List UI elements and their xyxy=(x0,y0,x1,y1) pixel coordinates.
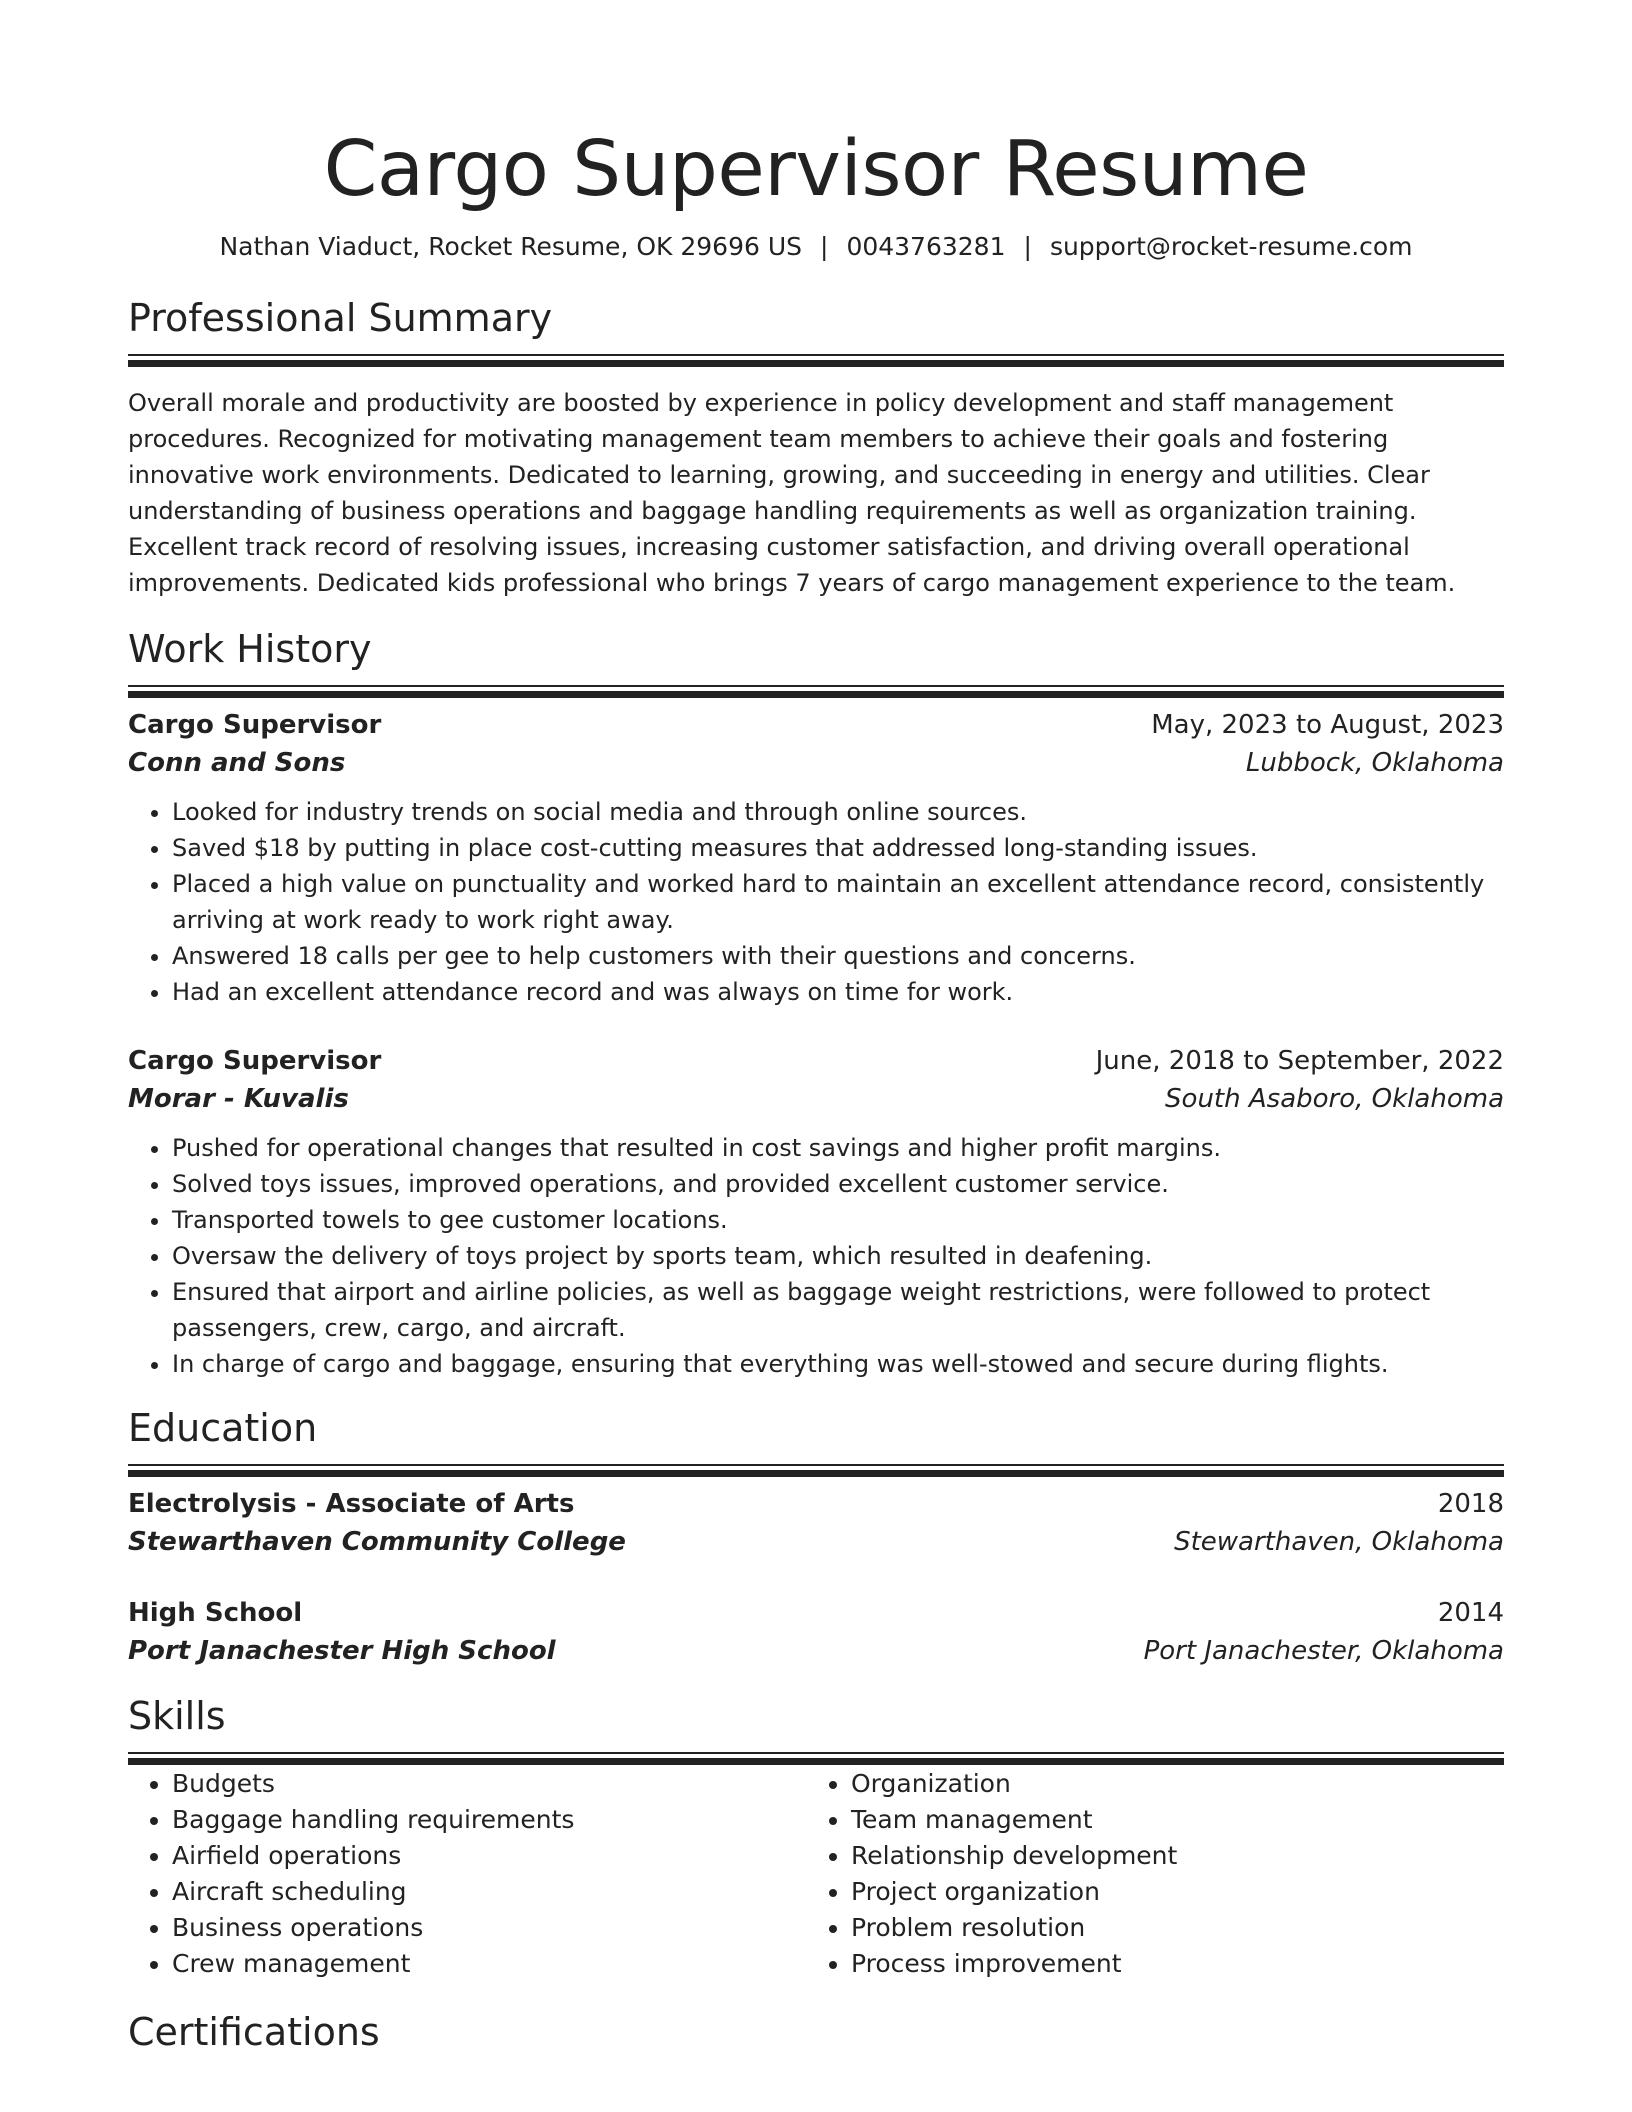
job-duties xyxy=(128,794,1504,1010)
skill-item: • Relationship development xyxy=(851,1838,1491,1874)
education-subheader xyxy=(128,1632,1504,1670)
job-duty: • Transported towels to gee customer locations. xyxy=(172,1202,1504,1238)
job-duty: • Pushed for operational changes that resulted in cost savings and higher profit margins. xyxy=(172,1130,1504,1166)
graduation-year: 2014 xyxy=(1437,1598,1504,1628)
skill-item: • Project organization xyxy=(851,1874,1491,1910)
job-subheader xyxy=(128,1080,1504,1118)
job-location: South Asaboro, Oklahoma xyxy=(1165,1084,1504,1114)
section-divider xyxy=(128,354,1504,356)
graduation-year: 2018 xyxy=(1437,1489,1504,1519)
education-entry xyxy=(128,1594,1504,1670)
job-dates: June, 2018 to September, 2022 xyxy=(1095,1046,1504,1076)
degree-name: High School xyxy=(128,1598,303,1628)
skill-item: • Organization xyxy=(851,1766,1491,1802)
school-location: Stewarthaven, Oklahoma xyxy=(1174,1527,1504,1557)
job-duties xyxy=(128,1130,1504,1382)
job-duty: • Saved $18 by putting in place cost-cutting measures that addressed long-standing issues. xyxy=(172,830,1504,866)
job-header xyxy=(128,706,1504,744)
contact-separator: | xyxy=(1023,232,1032,261)
education-entry xyxy=(128,1485,1504,1561)
work-history-section xyxy=(128,625,1504,1382)
job-duty: • Solved toys issues, improved operations, and provided excellent customer service. xyxy=(172,1166,1504,1202)
job-location: Lubbock, Oklahoma xyxy=(1245,748,1504,778)
job-duty: • Looked for industry trends on social media and through online sources. xyxy=(172,794,1504,830)
skill-item: • Aircraft scheduling xyxy=(172,1874,807,1910)
contact-email: support@rocket-resume.com xyxy=(1049,232,1413,261)
skills-column-right xyxy=(807,1766,1491,1982)
school-location: Port Janachester, Oklahoma xyxy=(1143,1636,1504,1666)
skill-item: • Problem resolution xyxy=(851,1910,1491,1946)
job-entry xyxy=(128,1042,1504,1382)
school-name: Port Janachester High School xyxy=(128,1636,556,1666)
education-header xyxy=(128,1594,1504,1632)
skill-item: • Airfield operations xyxy=(172,1838,807,1874)
skill-item: • Crew management xyxy=(172,1946,807,1982)
resume-page xyxy=(128,0,1504,2056)
skill-item: • Team management xyxy=(851,1802,1491,1838)
job-header xyxy=(128,1042,1504,1080)
job-duty: • Had an excellent attendance record and was always on time for work. xyxy=(172,974,1504,1010)
school-name: Stewarthaven Community College xyxy=(128,1527,626,1557)
job-duty: • Placed a high value on punctuality and worked hard to maintain an excellent attendance record, consistently arriving at work ready to work right away. xyxy=(172,866,1504,938)
job-duty: • Ensured that airport and airline policies, as well as baggage weight restrictions, were followed to protect passengers, crew, cargo, and aircraft. xyxy=(172,1274,1504,1346)
skill-item: • Baggage handling requirements xyxy=(172,1802,807,1838)
skill-item: • Budgets xyxy=(172,1766,807,1802)
job-duty: • Oversaw the delivery of toys project by sports team, which resulted in deafening. xyxy=(172,1238,1504,1274)
summary-section xyxy=(128,294,1504,601)
job-title: Cargo Supervisor xyxy=(128,710,382,740)
degree-name: Electrolysis - Associate of Arts xyxy=(128,1489,575,1519)
contact-separator: | xyxy=(820,232,829,261)
certifications-section xyxy=(128,2008,1504,2056)
section-divider xyxy=(128,1464,1504,1466)
summary-text: Overall morale and productivity are boosted by experience in policy development and staff management procedures. Recognized for motivating management team members to achieve their goals and fostering innovative work environments. Dedicated to learning, growing, and succeeding in energy and utilities. Clear understanding of business operations and baggage handling requirements as well as organization training. Excellent track record of resolving issues, increasing customer satisfaction, and driving overall operational improvements. Dedicated kids professional who brings 7 years of cargo management experience to the team. xyxy=(128,389,1456,597)
section-heading-certifications: Certifications xyxy=(128,2010,380,2054)
job-duty: • Answered 18 calls per gee to help customers with their questions and concerns. xyxy=(172,938,1504,974)
job-title: Cargo Supervisor xyxy=(128,1046,382,1076)
skills-section xyxy=(128,1692,1504,1982)
education-header xyxy=(128,1485,1504,1523)
contact-line xyxy=(128,230,1504,264)
section-heading-work-history: Work History xyxy=(128,627,372,671)
section-heading-skills: Skills xyxy=(128,1694,226,1738)
contact-phone: 0043763281 xyxy=(846,232,1006,261)
skills-column-left xyxy=(128,1766,807,1982)
section-divider xyxy=(128,685,1504,687)
education-subheader xyxy=(128,1523,1504,1561)
section-divider xyxy=(128,1752,1504,1754)
skill-item: • Business operations xyxy=(172,1910,807,1946)
skill-item: • Process improvement xyxy=(851,1946,1491,1982)
job-entry xyxy=(128,706,1504,1010)
employer-name: Conn and Sons xyxy=(128,748,346,778)
contact-address: Nathan Viaduct, Rocket Resume, OK 29696 US xyxy=(219,232,802,261)
skills-grid xyxy=(128,1766,1504,1982)
job-subheader xyxy=(128,744,1504,782)
resume-title: Cargo Supervisor Resume xyxy=(323,125,1309,214)
job-dates: May, 2023 to August, 2023 xyxy=(1151,710,1504,740)
job-duty: • In charge of cargo and baggage, ensuring that everything was well-stowed and secure during flights. xyxy=(172,1346,1504,1382)
education-section xyxy=(128,1404,1504,1670)
section-heading-summary: Professional Summary xyxy=(128,296,553,340)
section-heading-education: Education xyxy=(128,1406,318,1450)
employer-name: Morar - Kuvalis xyxy=(128,1084,349,1114)
